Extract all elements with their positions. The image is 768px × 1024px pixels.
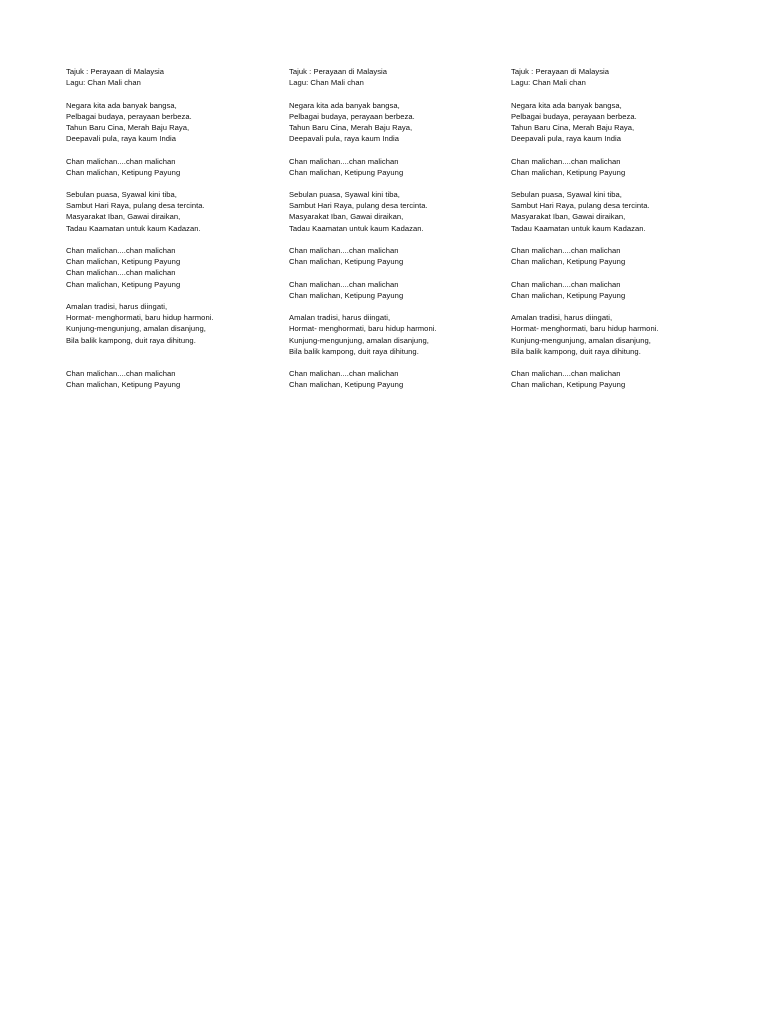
chorus bbox=[66, 368, 284, 390]
chorus bbox=[511, 368, 729, 390]
lyric-line: Sebulan puasa, Syawal kini tiba, bbox=[66, 190, 177, 200]
lyric-line: Tadau Kaamatan untuk kaum Kadazan. bbox=[289, 223, 424, 233]
lyric-line: Chan malichan, Ketipung Payung bbox=[66, 167, 181, 177]
lyric-line: Chan malichan, Ketipung Payung bbox=[289, 257, 404, 267]
lyric-line: Deepavali pula, raya kaum India bbox=[511, 134, 622, 144]
lyrics-column-3 bbox=[511, 66, 729, 390]
lyric-line: Amalan tradisi, harus diingati, bbox=[511, 313, 613, 323]
lyric-line: Amalan tradisi, harus diingati, bbox=[66, 301, 168, 311]
lyric-line: Chan malichan....chan malichan bbox=[289, 279, 399, 289]
lyric-line: Sambut Hari Raya, pulang desa tercinta. bbox=[289, 201, 428, 211]
chorus bbox=[511, 156, 729, 178]
verse-1 bbox=[66, 100, 284, 145]
lyrics-column-1 bbox=[66, 66, 284, 390]
lyric-line: Chan malichan, Ketipung Payung bbox=[511, 167, 626, 177]
chorus bbox=[289, 368, 507, 390]
lyric-line: Deepavali pula, raya kaum India bbox=[289, 134, 400, 144]
lyric-line: Masyarakat Iban, Gawai diraikan, bbox=[511, 212, 626, 222]
song-tune: Lagu: Chan Mali chan bbox=[289, 78, 364, 88]
lyric-line: Chan malichan....chan malichan bbox=[66, 246, 176, 255]
song-header bbox=[511, 66, 729, 88]
lyric-line: Chan malichan....chan malichan bbox=[66, 156, 176, 166]
chorus bbox=[289, 156, 507, 178]
lyric-line: Chan malichan, Ketipung Payung bbox=[289, 290, 404, 300]
lyric-line: Negara kita ada banyak bangsa, bbox=[511, 100, 622, 110]
lyric-line: Masyarakat Iban, Gawai diraikan, bbox=[66, 212, 181, 222]
lyric-line: Deepavali pula, raya kaum India bbox=[66, 134, 177, 144]
lyric-line: Chan malichan, Ketipung Payung bbox=[289, 167, 404, 177]
chorus bbox=[511, 279, 729, 301]
lyric-line: Kunjung-mengunjung, amalan disanjung, bbox=[66, 324, 206, 334]
lyric-line: Chan malichan, Ketipung Payung bbox=[511, 290, 626, 300]
lyric-line: Chan malichan, Ketipung Payung bbox=[66, 279, 181, 289]
lyric-line: Chan malichan....chan malichan bbox=[289, 246, 399, 255]
lyric-line: Chan malichan, Ketipung Payung bbox=[511, 257, 626, 267]
verse-2 bbox=[289, 189, 507, 234]
verse-1 bbox=[511, 100, 729, 145]
lyric-line: Chan malichan....chan malichan bbox=[289, 369, 399, 379]
lyric-line: Sambut Hari Raya, pulang desa tercinta. bbox=[511, 201, 650, 211]
lyric-line: Chan malichan....chan malichan bbox=[511, 156, 621, 166]
lyric-line: Chan malichan....chan malichan bbox=[289, 156, 399, 166]
lyric-line: Chan malichan....chan malichan bbox=[511, 246, 621, 255]
lyric-line: Chan malichan....chan malichan bbox=[511, 369, 621, 379]
verse-2 bbox=[66, 189, 284, 234]
lyric-line: Tahun Baru Cina, Merah Baju Raya, bbox=[66, 122, 190, 132]
lyric-line: Sebulan puasa, Syawal kini tiba, bbox=[511, 190, 622, 200]
lyric-line: Kunjung-mengunjung, amalan disanjung, bbox=[511, 335, 651, 345]
lyric-line: Hormat- menghormati, baru hidup harmoni. bbox=[66, 313, 214, 323]
lyric-line: Chan malichan, Ketipung Payung bbox=[66, 380, 181, 390]
chorus bbox=[66, 245, 284, 290]
lyric-line: Amalan tradisi, harus diingati, bbox=[289, 313, 391, 323]
verse-3 bbox=[289, 312, 507, 357]
song-title: Tajuk : Perayaan di Malaysia bbox=[289, 67, 388, 76]
song-title: Tajuk : Perayaan di Malaysia bbox=[66, 67, 165, 76]
chorus bbox=[66, 156, 284, 178]
lyric-line: Tahun Baru Cina, Merah Baju Raya, bbox=[511, 122, 635, 132]
lyric-line: Sebulan puasa, Syawal kini tiba, bbox=[289, 190, 400, 200]
song-title: Tajuk : Perayaan di Malaysia bbox=[511, 67, 610, 76]
verse-3 bbox=[66, 301, 284, 346]
lyric-line: Tahun Baru Cina, Merah Baju Raya, bbox=[289, 122, 413, 132]
lyric-line: Hormat- menghormati, baru hidup harmoni. bbox=[511, 324, 659, 334]
verse-1 bbox=[289, 100, 507, 145]
lyric-line: Bila balik kampong, duit raya dihitung. bbox=[511, 346, 641, 356]
lyric-line: Tadau Kaamatan untuk kaum Kadazan. bbox=[511, 223, 646, 233]
lyric-line: Sambut Hari Raya, pulang desa tercinta. bbox=[66, 201, 205, 211]
lyric-line: Negara kita ada banyak bangsa, bbox=[289, 100, 400, 110]
lyric-line: Tadau Kaamatan untuk kaum Kadazan. bbox=[66, 223, 201, 233]
lyric-line: Bila balik kampong, duit raya dihitung. bbox=[289, 346, 419, 356]
chorus bbox=[289, 279, 507, 301]
lyric-line: Chan malichan....chan malichan bbox=[66, 369, 176, 379]
lyric-line: Chan malichan, Ketipung Payung bbox=[66, 257, 181, 267]
chorus bbox=[289, 245, 507, 267]
lyric-line: Negara kita ada banyak bangsa, bbox=[66, 100, 177, 110]
lyric-line: Hormat- menghormati, baru hidup harmoni. bbox=[289, 324, 437, 334]
song-tune: Lagu: Chan Mali chan bbox=[66, 78, 141, 88]
lyric-line: Chan malichan, Ketipung Payung bbox=[511, 380, 626, 390]
lyric-line: Chan malichan....chan malichan bbox=[66, 268, 176, 278]
lyric-line: Masyarakat Iban, Gawai diraikan, bbox=[289, 212, 404, 222]
verse-2 bbox=[511, 189, 729, 234]
lyric-line: Pelbagai budaya, perayaan berbeza. bbox=[511, 111, 637, 121]
lyric-line: Kunjung-mengunjung, amalan disanjung, bbox=[289, 335, 429, 345]
verse-3 bbox=[511, 312, 729, 357]
lyric-line: Chan malichan, Ketipung Payung bbox=[289, 380, 404, 390]
lyric-line: Pelbagai budaya, perayaan berbeza. bbox=[66, 111, 192, 121]
song-header bbox=[289, 66, 507, 88]
lyric-line: Pelbagai budaya, perayaan berbeza. bbox=[289, 111, 415, 121]
song-header bbox=[66, 66, 284, 88]
lyric-line: Bila balik kampong, duit raya dihitung. bbox=[66, 335, 196, 345]
song-tune: Lagu: Chan Mali chan bbox=[511, 78, 586, 88]
lyrics-column-2 bbox=[289, 66, 507, 390]
lyric-line: Chan malichan....chan malichan bbox=[511, 279, 621, 289]
chorus bbox=[511, 245, 729, 267]
